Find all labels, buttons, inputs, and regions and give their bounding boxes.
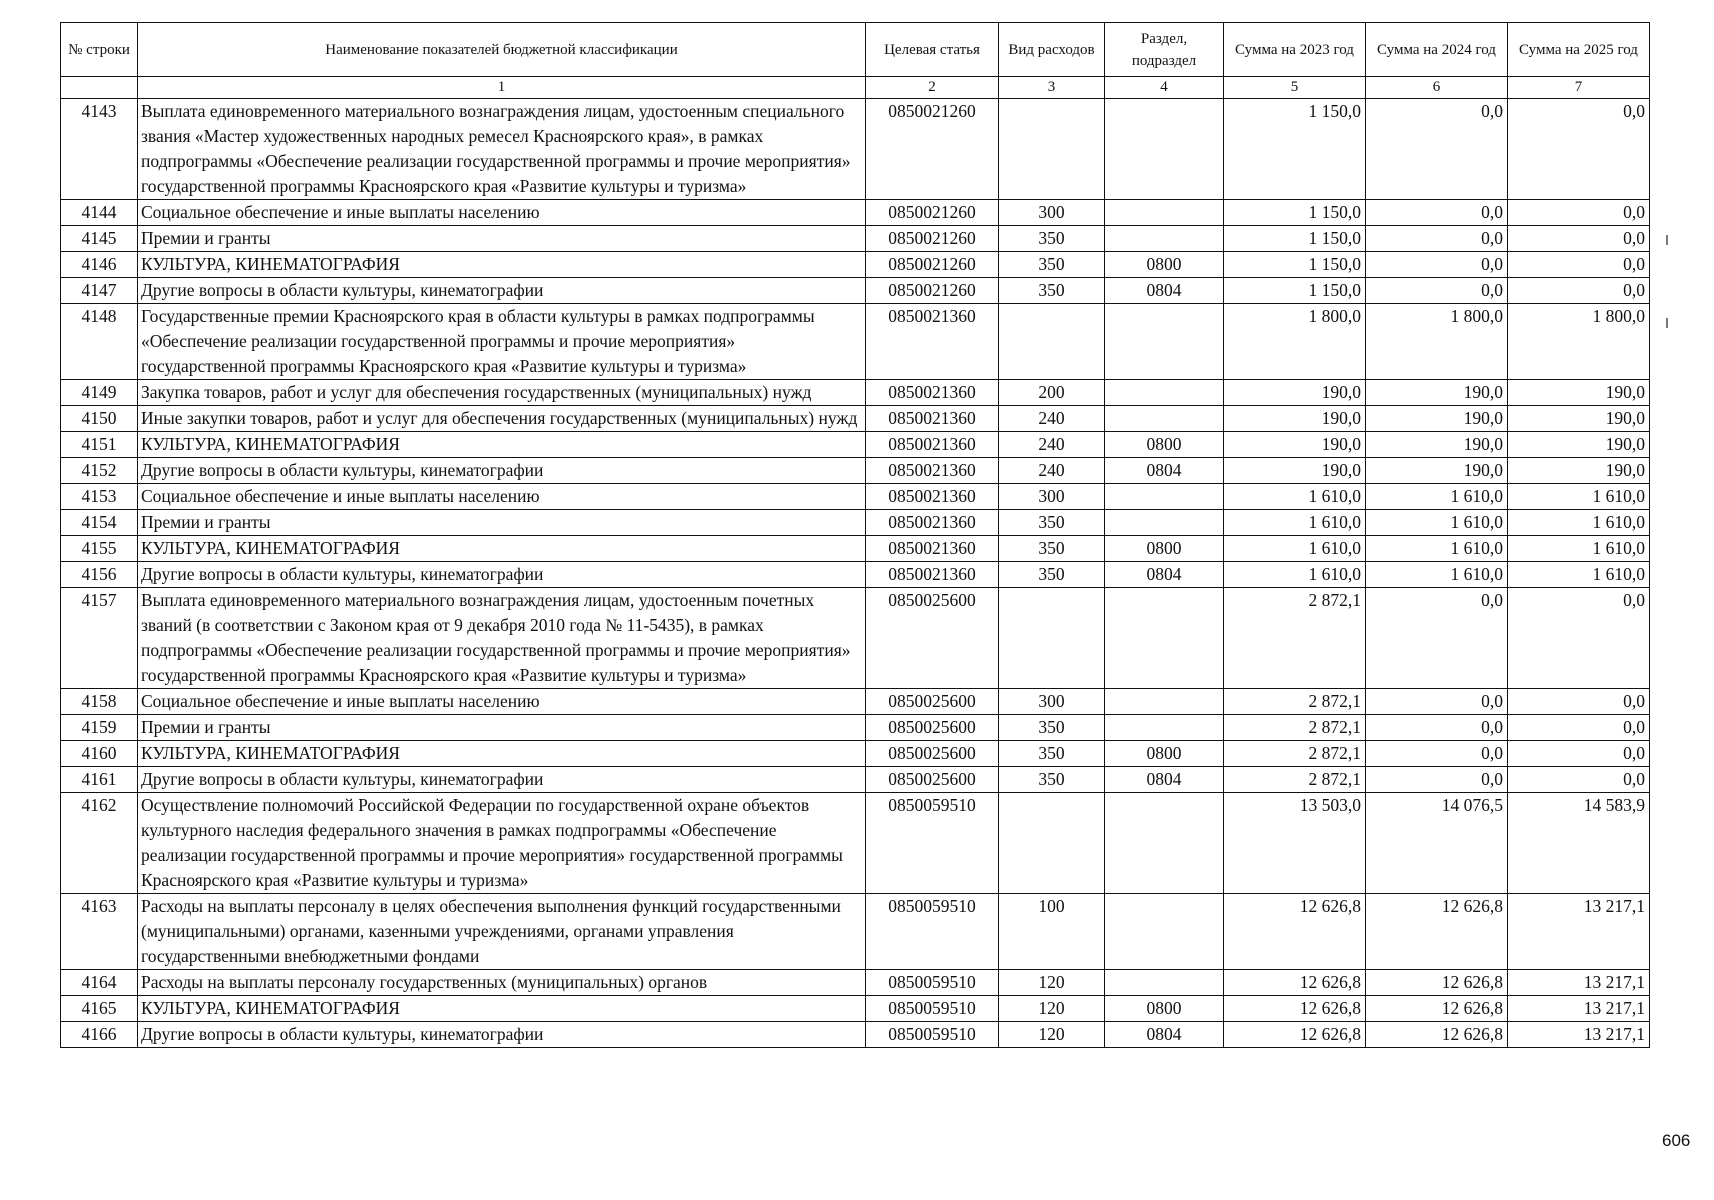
- row-sum-2023: 12 626,8: [1224, 970, 1366, 996]
- table-row: [61, 793, 1650, 894]
- row-sum-2023: 1 150,0: [1224, 99, 1366, 200]
- row-number: 4166: [61, 1022, 138, 1048]
- row-target-code: 0850025600: [866, 715, 999, 741]
- row-section-code: [1105, 380, 1224, 406]
- row-expense-kind: 120: [999, 970, 1105, 996]
- row-expense-kind: 350: [999, 562, 1105, 588]
- row-name: КУЛЬТУРА, КИНЕМАТОГРАФИЯ: [138, 536, 866, 562]
- row-target-code: 0850059510: [866, 996, 999, 1022]
- row-section-code: [1105, 304, 1224, 380]
- scan-edge-mark: [1666, 235, 1668, 245]
- row-target-code: 0850021360: [866, 406, 999, 432]
- row-section-code: 0804: [1105, 458, 1224, 484]
- row-section-code: 0800: [1105, 252, 1224, 278]
- row-sum-2023: 1 150,0: [1224, 252, 1366, 278]
- row-name: КУЛЬТУРА, КИНЕМАТОГРАФИЯ: [138, 741, 866, 767]
- row-target-code: 0850021260: [866, 99, 999, 200]
- row-name: Расходы на выплаты персоналу в целях обеспечения выполнения функций государственными (муниципальными) органами, казенными учреждениями, органами управления государственными внебюджетными фондами: [138, 894, 866, 970]
- row-sum-2024: 190,0: [1366, 458, 1508, 484]
- row-target-code: 0850021360: [866, 432, 999, 458]
- row-sum-2025: 13 217,1: [1508, 894, 1650, 970]
- row-sum-2024: 190,0: [1366, 406, 1508, 432]
- row-name: Премии и гранты: [138, 510, 866, 536]
- table-row: [61, 1022, 1650, 1048]
- row-sum-2024: 1 610,0: [1366, 484, 1508, 510]
- row-sum-2025: 190,0: [1508, 380, 1650, 406]
- table-row: [61, 689, 1650, 715]
- scan-edge-mark: [1666, 318, 1668, 328]
- row-target-code: 0850025600: [866, 588, 999, 689]
- row-target-code: 0850059510: [866, 1022, 999, 1048]
- header-row: [61, 23, 1650, 77]
- table-row: [61, 741, 1650, 767]
- row-target-code: 0850021260: [866, 200, 999, 226]
- row-sum-2023: 1 610,0: [1224, 562, 1366, 588]
- header-kind: Вид расходов: [999, 23, 1105, 77]
- row-sum-2024: 12 626,8: [1366, 894, 1508, 970]
- row-number: 4152: [61, 458, 138, 484]
- column-number: 7: [1508, 77, 1650, 99]
- table-row: [61, 562, 1650, 588]
- column-number: 3: [999, 77, 1105, 99]
- row-expense-kind: 120: [999, 1022, 1105, 1048]
- row-name: КУЛЬТУРА, КИНЕМАТОГРАФИЯ: [138, 996, 866, 1022]
- row-target-code: 0850021360: [866, 304, 999, 380]
- row-section-code: [1105, 715, 1224, 741]
- column-number: 4: [1105, 77, 1224, 99]
- row-expense-kind: 100: [999, 894, 1105, 970]
- row-expense-kind: 350: [999, 226, 1105, 252]
- row-name: Иные закупки товаров, работ и услуг для обеспечения государственных (муниципальных) нужд: [138, 406, 866, 432]
- row-sum-2023: 2 872,1: [1224, 588, 1366, 689]
- row-section-code: [1105, 588, 1224, 689]
- row-sum-2024: 0,0: [1366, 252, 1508, 278]
- row-section-code: 0804: [1105, 767, 1224, 793]
- row-section-code: [1105, 793, 1224, 894]
- row-sum-2023: 1 610,0: [1224, 536, 1366, 562]
- column-number: 1: [138, 77, 866, 99]
- row-sum-2024: 0,0: [1366, 278, 1508, 304]
- row-sum-2024: 0,0: [1366, 200, 1508, 226]
- row-sum-2025: 1 610,0: [1508, 562, 1650, 588]
- table-row: [61, 200, 1650, 226]
- row-target-code: 0850021360: [866, 510, 999, 536]
- row-name: Социальное обеспечение и иные выплаты населению: [138, 484, 866, 510]
- row-section-code: 0804: [1105, 1022, 1224, 1048]
- row-expense-kind: 350: [999, 767, 1105, 793]
- row-number: 4143: [61, 99, 138, 200]
- row-sum-2025: 0,0: [1508, 252, 1650, 278]
- header-sum-2023: Сумма на 2023 год: [1224, 23, 1366, 77]
- row-sum-2025: 13 217,1: [1508, 996, 1650, 1022]
- row-section-code: [1105, 200, 1224, 226]
- row-sum-2023: 2 872,1: [1224, 689, 1366, 715]
- row-sum-2023: 1 150,0: [1224, 226, 1366, 252]
- row-sum-2023: 12 626,8: [1224, 894, 1366, 970]
- row-section-code: [1105, 689, 1224, 715]
- row-section-code: [1105, 510, 1224, 536]
- row-sum-2024: 14 076,5: [1366, 793, 1508, 894]
- row-sum-2025: 190,0: [1508, 432, 1650, 458]
- row-sum-2025: 0,0: [1508, 99, 1650, 200]
- row-sum-2025: 1 610,0: [1508, 510, 1650, 536]
- row-sum-2025: 0,0: [1508, 588, 1650, 689]
- row-name: КУЛЬТУРА, КИНЕМАТОГРАФИЯ: [138, 432, 866, 458]
- row-sum-2025: 14 583,9: [1508, 793, 1650, 894]
- row-sum-2024: 1 610,0: [1366, 510, 1508, 536]
- row-number: 4149: [61, 380, 138, 406]
- row-sum-2025: 13 217,1: [1508, 970, 1650, 996]
- row-sum-2025: 190,0: [1508, 406, 1650, 432]
- column-number: 6: [1366, 77, 1508, 99]
- row-number: 4161: [61, 767, 138, 793]
- row-sum-2024: 0,0: [1366, 588, 1508, 689]
- row-section-code: [1105, 99, 1224, 200]
- table-row: [61, 996, 1650, 1022]
- row-sum-2025: 0,0: [1508, 200, 1650, 226]
- row-expense-kind: 350: [999, 741, 1105, 767]
- row-sum-2024: 0,0: [1366, 715, 1508, 741]
- row-number: 4155: [61, 536, 138, 562]
- table-row: [61, 252, 1650, 278]
- table-body: [61, 99, 1650, 1048]
- table-row: [61, 380, 1650, 406]
- row-name: Другие вопросы в области культуры, кинематографии: [138, 1022, 866, 1048]
- row-section-code: [1105, 226, 1224, 252]
- row-sum-2023: 13 503,0: [1224, 793, 1366, 894]
- column-number: 2: [866, 77, 999, 99]
- row-sum-2023: 1 800,0: [1224, 304, 1366, 380]
- row-section-code: [1105, 894, 1224, 970]
- row-sum-2024: 0,0: [1366, 226, 1508, 252]
- row-expense-kind: 350: [999, 252, 1105, 278]
- row-expense-kind: 300: [999, 484, 1105, 510]
- row-expense-kind: 120: [999, 996, 1105, 1022]
- row-sum-2023: 2 872,1: [1224, 715, 1366, 741]
- row-number: 4144: [61, 200, 138, 226]
- row-section-code: 0800: [1105, 741, 1224, 767]
- table-row: [61, 99, 1650, 200]
- table-row: [61, 406, 1650, 432]
- row-number: 4153: [61, 484, 138, 510]
- row-sum-2023: 190,0: [1224, 406, 1366, 432]
- row-name: Другие вопросы в области культуры, кинематографии: [138, 278, 866, 304]
- row-sum-2024: 12 626,8: [1366, 970, 1508, 996]
- row-target-code: 0850059510: [866, 793, 999, 894]
- row-target-code: 0850021360: [866, 536, 999, 562]
- row-sum-2024: 12 626,8: [1366, 996, 1508, 1022]
- row-number: 4164: [61, 970, 138, 996]
- table-row: [61, 588, 1650, 689]
- row-sum-2025: 0,0: [1508, 689, 1650, 715]
- row-target-code: 0850021260: [866, 252, 999, 278]
- row-sum-2024: 0,0: [1366, 741, 1508, 767]
- row-expense-kind: [999, 793, 1105, 894]
- table-row: [61, 894, 1650, 970]
- row-expense-kind: 240: [999, 458, 1105, 484]
- row-expense-kind: 350: [999, 278, 1105, 304]
- column-number-row: [61, 77, 1650, 99]
- table-row: [61, 767, 1650, 793]
- row-sum-2023: 2 872,1: [1224, 741, 1366, 767]
- row-name: Премии и гранты: [138, 715, 866, 741]
- row-target-code: 0850059510: [866, 894, 999, 970]
- row-sum-2023: 1 610,0: [1224, 484, 1366, 510]
- table-row: [61, 970, 1650, 996]
- row-target-code: 0850025600: [866, 741, 999, 767]
- row-sum-2023: 190,0: [1224, 380, 1366, 406]
- table-row: [61, 715, 1650, 741]
- header-section: Раздел, подраздел: [1105, 23, 1224, 77]
- row-sum-2024: 1 610,0: [1366, 536, 1508, 562]
- row-sum-2023: 2 872,1: [1224, 767, 1366, 793]
- table-row: [61, 510, 1650, 536]
- row-sum-2023: 1 150,0: [1224, 200, 1366, 226]
- row-number: 4145: [61, 226, 138, 252]
- row-sum-2025: 1 610,0: [1508, 536, 1650, 562]
- table-row: [61, 458, 1650, 484]
- row-sum-2024: 1 800,0: [1366, 304, 1508, 380]
- row-sum-2023: 12 626,8: [1224, 996, 1366, 1022]
- row-target-code: 0850059510: [866, 970, 999, 996]
- row-target-code: 0850021260: [866, 226, 999, 252]
- row-target-code: 0850021360: [866, 484, 999, 510]
- table-row: [61, 304, 1650, 380]
- row-sum-2024: 0,0: [1366, 689, 1508, 715]
- row-sum-2025: 0,0: [1508, 715, 1650, 741]
- row-expense-kind: 240: [999, 406, 1105, 432]
- row-sum-2024: 190,0: [1366, 432, 1508, 458]
- row-sum-2023: 190,0: [1224, 458, 1366, 484]
- row-name: Расходы на выплаты персоналу государственных (муниципальных) органов: [138, 970, 866, 996]
- row-name: Другие вопросы в области культуры, кинематографии: [138, 458, 866, 484]
- row-sum-2025: 0,0: [1508, 278, 1650, 304]
- row-name: Другие вопросы в области культуры, кинематографии: [138, 767, 866, 793]
- row-number: 4165: [61, 996, 138, 1022]
- row-sum-2024: 0,0: [1366, 99, 1508, 200]
- row-section-code: 0804: [1105, 562, 1224, 588]
- row-number: 4159: [61, 715, 138, 741]
- row-sum-2025: 13 217,1: [1508, 1022, 1650, 1048]
- row-sum-2024: 190,0: [1366, 380, 1508, 406]
- row-expense-kind: 350: [999, 510, 1105, 536]
- table-row: [61, 484, 1650, 510]
- row-sum-2023: 190,0: [1224, 432, 1366, 458]
- row-sum-2025: 1 800,0: [1508, 304, 1650, 380]
- row-number: 4148: [61, 304, 138, 380]
- row-sum-2025: 190,0: [1508, 458, 1650, 484]
- row-expense-kind: 350: [999, 715, 1105, 741]
- table-row: [61, 536, 1650, 562]
- row-expense-kind: 240: [999, 432, 1105, 458]
- row-number: 4157: [61, 588, 138, 689]
- row-expense-kind: 350: [999, 536, 1105, 562]
- table-row: [61, 278, 1650, 304]
- row-section-code: 0804: [1105, 278, 1224, 304]
- header-sum-2025: Сумма на 2025 год: [1508, 23, 1650, 77]
- row-sum-2024: 1 610,0: [1366, 562, 1508, 588]
- row-name: Премии и гранты: [138, 226, 866, 252]
- row-number: 4158: [61, 689, 138, 715]
- row-section-code: 0800: [1105, 432, 1224, 458]
- row-expense-kind: [999, 99, 1105, 200]
- row-section-code: [1105, 406, 1224, 432]
- row-name: Выплата единовременного материального вознаграждения лицам, удостоенным почетных званий (в соответствии с Законом края от 9 декабря 2010 года № 11-5435), в рамках подпрограммы «Обеспечение реализации государственной программы и прочие мероприятия» государственной программы Красноярского края «Развитие культуры и туризма»: [138, 588, 866, 689]
- row-expense-kind: 200: [999, 380, 1105, 406]
- row-sum-2025: 0,0: [1508, 226, 1650, 252]
- column-number: [61, 77, 138, 99]
- row-number: 4154: [61, 510, 138, 536]
- row-name: Государственные премии Красноярского края в области культуры в рамках подпрограммы «Обеспечение реализации государственной программы и прочие мероприятия» государственной программы Красноярского края «Развитие культуры и туризма»: [138, 304, 866, 380]
- row-name: Осуществление полномочий Российской Федерации по государственной охране объектов культурного наследия федерального значения в рамках подпрограммы «Обеспечение реализации государственной программы и прочие мероприятия» государственной программы Красноярского края «Развитие культуры и туризма»: [138, 793, 866, 894]
- row-number: 4160: [61, 741, 138, 767]
- row-name: Закупка товаров, работ и услуг для обеспечения государственных (муниципальных) нужд: [138, 380, 866, 406]
- header-sum-2024: Сумма на 2024 год: [1366, 23, 1508, 77]
- row-number: 4147: [61, 278, 138, 304]
- row-target-code: 0850021360: [866, 562, 999, 588]
- row-target-code: 0850025600: [866, 689, 999, 715]
- budget-table: [60, 22, 1650, 1048]
- row-sum-2023: 12 626,8: [1224, 1022, 1366, 1048]
- row-section-code: [1105, 970, 1224, 996]
- row-section-code: [1105, 484, 1224, 510]
- table-row: [61, 226, 1650, 252]
- row-name: КУЛЬТУРА, КИНЕМАТОГРАФИЯ: [138, 252, 866, 278]
- row-section-code: 0800: [1105, 536, 1224, 562]
- table-row: [61, 432, 1650, 458]
- row-name: Социальное обеспечение и иные выплаты населению: [138, 689, 866, 715]
- row-sum-2024: 12 626,8: [1366, 1022, 1508, 1048]
- column-number: 5: [1224, 77, 1366, 99]
- row-number: 4163: [61, 894, 138, 970]
- row-target-code: 0850025600: [866, 767, 999, 793]
- row-name: Другие вопросы в области культуры, кинематографии: [138, 562, 866, 588]
- row-expense-kind: [999, 588, 1105, 689]
- row-number: 4156: [61, 562, 138, 588]
- row-sum-2023: 1 610,0: [1224, 510, 1366, 536]
- row-target-code: 0850021260: [866, 278, 999, 304]
- page-number: 606: [1662, 1131, 1691, 1150]
- header-name: Наименование показателей бюджетной классификации: [138, 23, 866, 77]
- header-target: Целевая статья: [866, 23, 999, 77]
- row-expense-kind: 300: [999, 689, 1105, 715]
- row-number: 4151: [61, 432, 138, 458]
- row-sum-2023: 1 150,0: [1224, 278, 1366, 304]
- row-sum-2025: 0,0: [1508, 741, 1650, 767]
- row-number: 4162: [61, 793, 138, 894]
- row-sum-2025: 0,0: [1508, 767, 1650, 793]
- header-row-no: № строки: [61, 23, 138, 77]
- row-section-code: 0800: [1105, 996, 1224, 1022]
- row-target-code: 0850021360: [866, 380, 999, 406]
- row-target-code: 0850021360: [866, 458, 999, 484]
- row-expense-kind: 300: [999, 200, 1105, 226]
- row-sum-2025: 1 610,0: [1508, 484, 1650, 510]
- row-number: 4150: [61, 406, 138, 432]
- row-name: Социальное обеспечение и иные выплаты населению: [138, 200, 866, 226]
- row-name: Выплата единовременного материального вознаграждения лицам, удостоенным специального звания «Мастер художественных народных ремесел Красноярского края», в рамках подпрограммы «Обеспечение реализации государственной программы и прочие мероприятия» государственной программы Красноярского края «Развитие культуры и туризма»: [138, 99, 866, 200]
- row-sum-2024: 0,0: [1366, 767, 1508, 793]
- row-expense-kind: [999, 304, 1105, 380]
- row-number: 4146: [61, 252, 138, 278]
